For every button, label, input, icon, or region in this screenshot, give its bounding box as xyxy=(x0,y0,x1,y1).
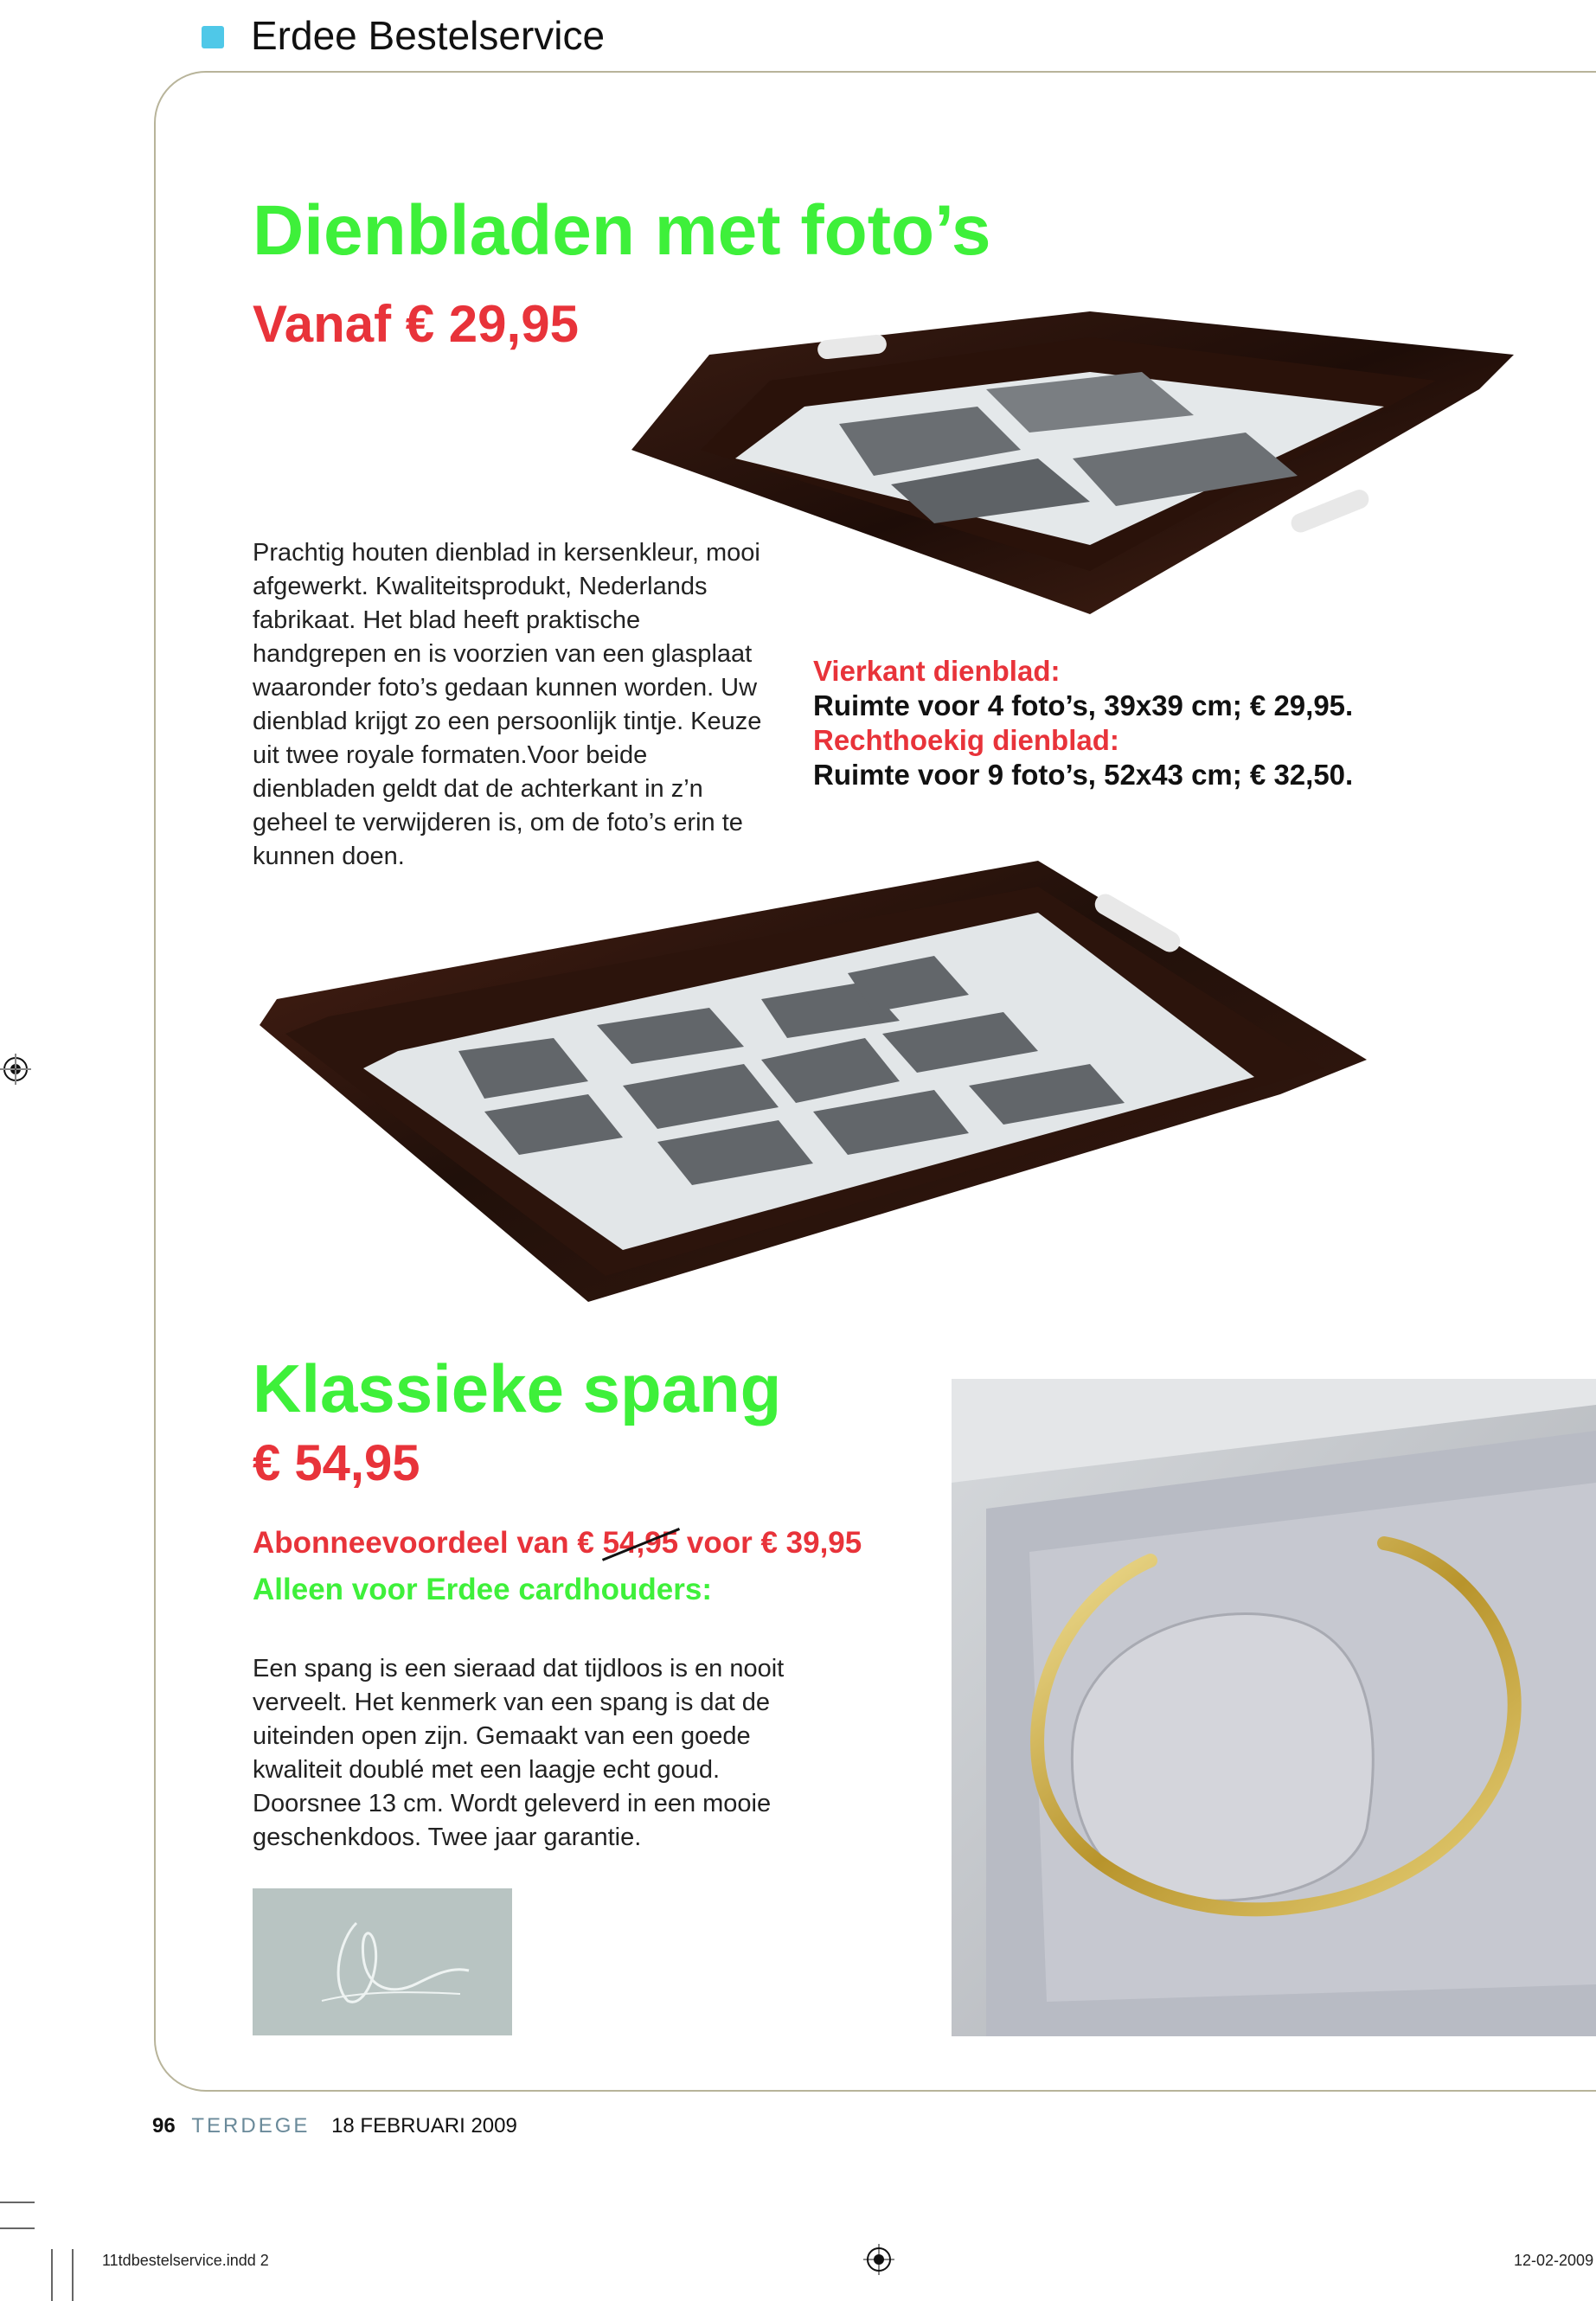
page-footer xyxy=(152,2114,517,2138)
option-name: Rechthoekig dienblad: xyxy=(813,724,1119,756)
magazine-name: TERDEGE xyxy=(191,2114,311,2138)
bangle-title: Klassieke spang xyxy=(253,1350,782,1426)
option-detail: Ruimte voor 9 foto’s, 52x43 cm; € 32,50. xyxy=(813,759,1354,791)
offer-prefix: Abonneevoordeel van € xyxy=(253,1526,594,1560)
tray-options xyxy=(813,654,1353,792)
crop-marks xyxy=(0,2197,78,2301)
tray-description: Prachtig houten dienblad in kersenkleur, mooi afgewerkt. Kwaliteitsprodukt, Nederlands fabrikaat. Het blad heeft praktische handgrepen en is voorzien van een glasplaat waaronder foto’s gedaan kunnen worden. Uw dienblad krijgt zo een persoonlijk tintje. Keuze uit twee royale formaten.Voor beide dienbladen geldt dat de achterkant in z’n geheel te verwijderen is, om de foto’s erin te kunnen doen. xyxy=(253,539,762,870)
bangle-photo xyxy=(952,1379,1596,2036)
issue-date: 18 FEBRUARI 2009 xyxy=(331,2114,517,2138)
section-title: Erdee Bestelservice xyxy=(251,13,606,58)
page-number: 96 xyxy=(152,2114,176,2138)
bangle-price: € 54,95 xyxy=(253,1435,420,1491)
signature-image xyxy=(253,1888,512,2035)
cardholder-note: Alleen voor Erdee cardhouders: xyxy=(253,1573,712,1606)
slug-filename: 11tdbestelservice.indd 2 xyxy=(102,2252,269,2269)
section-marker xyxy=(202,26,224,48)
offer-price: voor € 39,95 xyxy=(686,1526,862,1560)
registration-mark-icon xyxy=(863,2244,894,2275)
old-price: 54,95 xyxy=(602,1526,679,1560)
option-detail: Ruimte voor 4 foto’s, 39x39 cm; € 29,95. xyxy=(813,689,1354,721)
subscriber-offer xyxy=(253,1526,862,1561)
tray-price: Vanaf € 29,95 xyxy=(253,295,579,353)
bangle-description: Een spang is een sieraad dat tijdloos is en nooit verveelt. Het kenmerk van een spang is dat de uiteinden open zijn. Gemaakt van een goede kwaliteit doublé met een laagje echt goud. Doorsnee 13 cm. Wordt geleverd in een mooie geschenkdoos. Twee jaar garantie. xyxy=(253,1655,785,1851)
registration-mark-icon xyxy=(0,1054,31,1085)
rectangular-tray-photo xyxy=(260,843,1367,1302)
tray-title: Dienbladen met foto’s xyxy=(253,191,991,270)
slug-date: 12-02-2009 xyxy=(1514,2252,1594,2269)
option-name: Vierkant dienblad: xyxy=(813,655,1061,687)
